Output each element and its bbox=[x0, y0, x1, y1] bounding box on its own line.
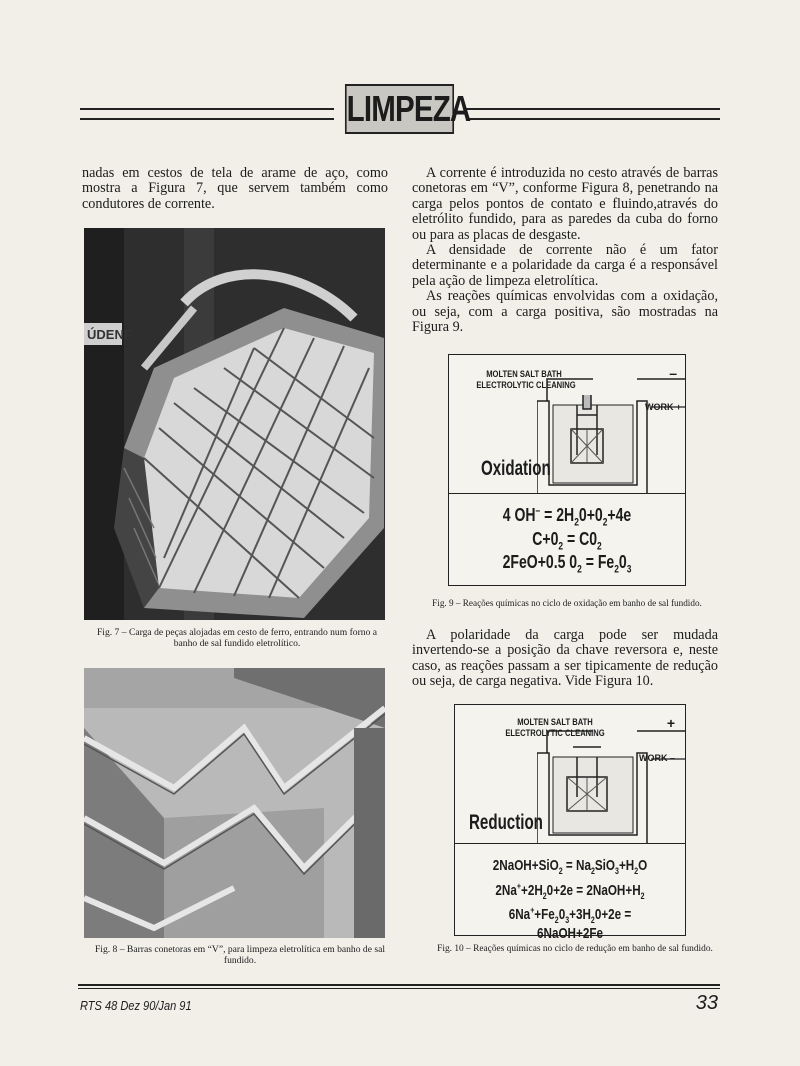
fig10-mode-label: Reduction bbox=[469, 811, 543, 834]
fig10-polarity-sign: + bbox=[666, 715, 675, 731]
fig8-caption: Fig. 8 – Barras conetoras em “V”, para limpeza eletrolítica em banho de sal fundido. bbox=[94, 944, 386, 966]
page-number: 33 bbox=[695, 992, 718, 1014]
right-paragraph-2: A densidade de corrente não é um fator determinante e a polaridade da carga é a responsável pela ação de limpeza eletrolítica. bbox=[412, 242, 718, 289]
fig9-title-1: MOLTEN SALT BATH bbox=[486, 369, 562, 380]
fig8-photo bbox=[84, 668, 385, 938]
fig9-equation-2: $C+0_2 = C0_2$ bbox=[532, 529, 602, 553]
fig10-work-label: WORK – bbox=[639, 753, 675, 763]
fig9-polarity-sign: – bbox=[669, 365, 677, 381]
fig9-diagram bbox=[448, 354, 686, 586]
fig9-work-label: WORK + bbox=[645, 402, 682, 412]
fig9-equation-3: 2FeO+0.5 $0_2 = Fe_20_3$ bbox=[502, 552, 632, 576]
fig10-title-1: MOLTEN SALT BATH bbox=[517, 717, 593, 728]
fig9-upper-panel bbox=[449, 355, 685, 494]
fig10-title-2: ELECTROLYTIC CLEANING bbox=[505, 728, 605, 739]
fig9-mode-label: Oxidation bbox=[481, 457, 551, 480]
right-paragraph-4: A polaridade da carga pode ser mudada invertendo-se a posição da chave reversora e, neste caso, as reações passam a ser tipicamente de redução ou seja, de carga negativa. Vide Figura 10. bbox=[412, 627, 718, 690]
fig10-equation-1: 2NaOH+SiO$_2$ = $Na_2SiO_3+H_2O$ bbox=[492, 857, 648, 876]
header-rule-right-bottom bbox=[466, 118, 720, 120]
fig9-title-2: ELECTROLYTIC CLEANING bbox=[476, 380, 576, 391]
footer-rule-bottom bbox=[78, 988, 720, 989]
section-title: LIMPEZA bbox=[345, 84, 454, 134]
fig7-caption: Fig. 7 – Carga de peças alojadas em cesto de ferro, entrando num forno a banho de sal fundido eletrolítico. bbox=[96, 627, 378, 649]
fig10-equation-3: $6Na^++Fe_20_3+3H_20+2e$ = 6NaOH+2Fe bbox=[508, 905, 632, 942]
fig10-tank-icon bbox=[537, 727, 685, 843]
header-rule-left-bottom bbox=[80, 118, 334, 120]
fig9-caption: Fig. 9 – Reações químicas no ciclo de oxidação em banho de sal fundido. bbox=[432, 598, 702, 608]
fig10-equation-2: $2Na^++2H_20+2e$ = $2NaOH+H_2$ bbox=[495, 881, 645, 901]
fig10-diagram bbox=[454, 704, 686, 942]
fig9-tank-icon bbox=[537, 375, 685, 493]
connector-bars-illustration bbox=[84, 668, 385, 938]
fig10-upper-panel bbox=[455, 705, 685, 844]
header-rule-right-top bbox=[466, 108, 720, 110]
fig9-equation-1: 4 $OH^- = 2H_20+0_2+4e$ bbox=[502, 505, 632, 529]
right-paragraph-3: As reações químicas envolvidas com a oxidação, ou seja, com a carga positiva, são mostradas na Figura 9. bbox=[412, 288, 718, 336]
right-paragraph-1: A corrente é introduzida no cesto através de barras conetoras em “V”, conforme Figura 8, penetrando na carga pelos pontos de contato e fluindo,através do eletrólito fundido, para as paredes da cuba do forno ou para as placas de desgaste. bbox=[412, 165, 718, 243]
footer-issue: RTS 48 Dez 90/Jan 91 bbox=[80, 998, 192, 1013]
fig7-photo bbox=[84, 228, 385, 620]
fig7-sign-text: ÚDENF bbox=[87, 327, 132, 342]
fig10-caption: Fig. 10 – Reações químicas no ciclo de redução em banho de sal fundido. bbox=[437, 944, 713, 954]
header-rule-left-top bbox=[80, 108, 334, 110]
left-paragraph-1: nadas em cestos de tela de arame de aço, como mostra a Figura 7, que servem também como condutores de corrente. bbox=[82, 165, 388, 212]
basket-illustration bbox=[84, 228, 385, 620]
footer-rule-top bbox=[78, 984, 720, 986]
right-paragraphs-top bbox=[412, 166, 718, 335]
